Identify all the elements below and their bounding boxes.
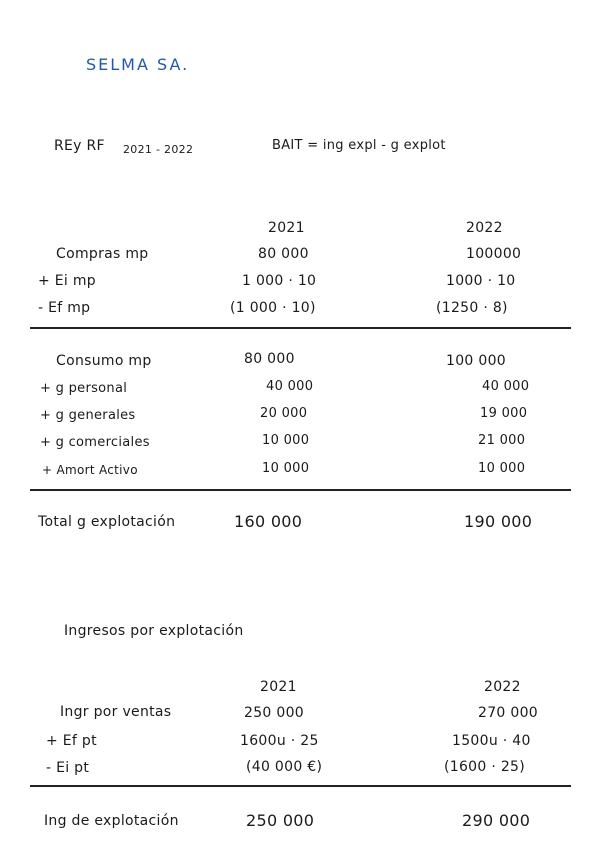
statement-heading: REy RF (54, 138, 105, 154)
divider-line (30, 785, 571, 787)
row-value-2022: 270 000 (478, 705, 538, 721)
row-value-2021: 1 000 · 10 (242, 273, 317, 289)
divider-line (30, 327, 571, 329)
row-value-2021: 250 000 (244, 705, 304, 721)
income-heading: Ingresos por explotación (64, 623, 244, 639)
row-value-2021: 40 000 (266, 379, 314, 394)
row-label: + Ei mp (38, 273, 96, 289)
row-label: + Ef pt (46, 733, 97, 749)
row-label: Compras mp (56, 246, 149, 262)
total-expenses-2021: 160 000 (234, 512, 303, 531)
row-value-2021: 80 000 (244, 351, 295, 367)
total-expenses-2022: 190 000 (464, 512, 533, 531)
row-value-2022: 10 000 (478, 461, 526, 476)
company-name: SELMA SA. (86, 55, 190, 74)
row-label: Ingr por ventas (60, 704, 172, 720)
row-value-2022: 19 000 (480, 406, 528, 421)
income-year-header-2021: 2021 (260, 679, 297, 695)
row-value-2022: (1600 · 25) (444, 759, 526, 775)
row-value-2021: 1600u · 25 (240, 733, 319, 749)
row-value-2022: 1500u · 40 (452, 733, 531, 749)
row-label: + g generales (40, 408, 136, 423)
row-value-2021: 20 000 (260, 406, 308, 421)
total-income-2022: 290 000 (462, 811, 531, 830)
income-year-header-2022: 2022 (484, 679, 521, 695)
row-value-2021: 10 000 (262, 461, 310, 476)
row-value-2022: 1000 · 10 (446, 273, 516, 289)
row-value-2021: 10 000 (262, 433, 310, 448)
divider-line (30, 489, 571, 491)
row-value-2021: (40 000 €) (246, 759, 323, 775)
row-label: - Ef mp (38, 300, 91, 316)
row-value-2022: 100000 (466, 246, 522, 262)
total-income-label: Ing de explotación (44, 813, 179, 829)
row-label: - Ei pt (46, 760, 90, 776)
row-label: + g personal (40, 381, 128, 396)
bait-formula: BAIT = ing expl - g explot (272, 138, 446, 153)
row-label: + Amort Activo (42, 463, 138, 477)
row-value-2022: 100 000 (446, 353, 506, 369)
year-header-2022: 2022 (466, 220, 503, 236)
row-value-2022: 21 000 (478, 433, 526, 448)
year-header-2021: 2021 (268, 220, 305, 236)
row-label: + g comerciales (40, 435, 150, 450)
total-income-2021: 250 000 (246, 811, 315, 830)
row-value-2021: 80 000 (258, 246, 309, 262)
row-value-2022: 40 000 (482, 379, 530, 394)
statement-years: 2021 - 2022 (123, 143, 194, 156)
total-expenses-label: Total g explotación (38, 514, 176, 530)
row-value-2022: (1250 · 8) (436, 300, 508, 316)
row-label: Consumo mp (56, 353, 152, 369)
row-value-2021: (1 000 · 10) (230, 300, 316, 316)
